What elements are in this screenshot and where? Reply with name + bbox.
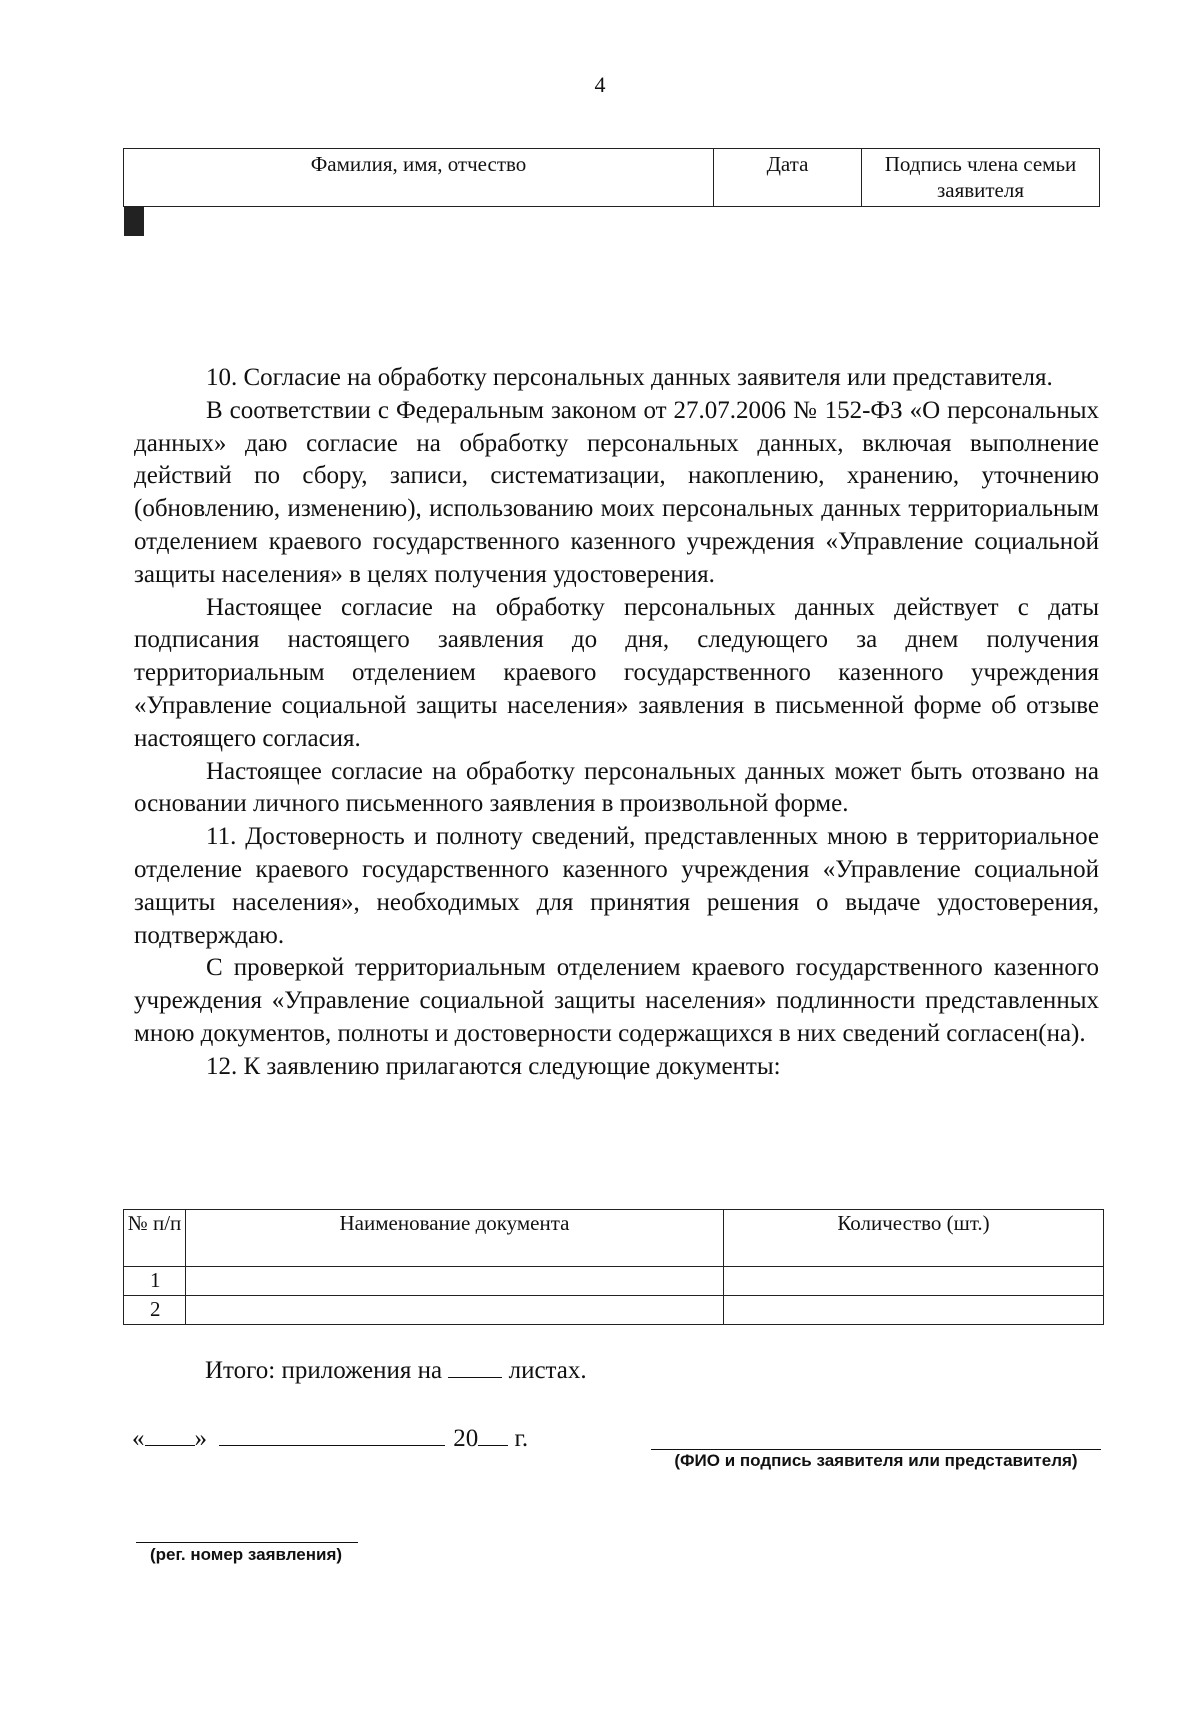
- row-number-cell: 1: [124, 1267, 186, 1296]
- year-suffix: г.: [514, 1425, 529, 1452]
- sheet-count-field[interactable]: [448, 1355, 502, 1378]
- year-field[interactable]: [478, 1423, 508, 1446]
- signature-caption: (ФИО и подпись заявителя или представителя): [674, 1451, 1078, 1470]
- day-field[interactable]: [145, 1423, 195, 1446]
- family-members-table: [123, 148, 1100, 236]
- document-name-cell[interactable]: [186, 1267, 724, 1296]
- page-number: 4: [594, 72, 606, 97]
- verification-consent-paragraph: С проверкой территориальным отделением краевого государственного казенного учреждения «Управление социальной защиты населения» подлинности представленных мною документов, полноты и достоверности содержащихся в них сведений согласен(на).: [134, 954, 1099, 1047]
- column-header-quantity: Количество (шт.): [724, 1210, 1104, 1267]
- quote-close: »: [194, 1425, 207, 1452]
- column-header-full-name: Фамилия, имя, отчество: [124, 149, 714, 207]
- signature-cell[interactable]: [142, 208, 143, 236]
- total-suffix: листах.: [508, 1357, 587, 1384]
- table-row: [124, 1267, 1104, 1296]
- month-field[interactable]: [219, 1423, 445, 1446]
- document-body: [134, 362, 1099, 1084]
- consent-validity-paragraph: Настоящее согласие на обработку персональных данных действует с даты подписания настоящего заявления до дня, следующего за днем получения территориальным отделением краевого государственного казенного учреждения «Управление социальной защиты населения» заявления в письменной форме об отзыве настоящего согласия.: [134, 593, 1099, 752]
- year-prefix: 20: [453, 1425, 479, 1452]
- signature-date: [132, 1423, 528, 1453]
- column-header-number: № п/п: [124, 1210, 186, 1267]
- consent-revocation-paragraph: Настоящее согласие на обработку персональных данных может быть отозвано на основании личного письменного заявления в произвольной форме.: [134, 757, 1099, 818]
- section-11-paragraph: 11. Достоверность и полноту сведений, представленных мною в территориальное отделение краевого государственного казенного учреждения «Управление социальной защиты населения», необходимых для принятия решения о выдаче удостоверения, подтверждаю.: [134, 823, 1099, 949]
- section-12-heading: 12. К заявлению прилагаются следующие документы:: [206, 1052, 781, 1080]
- row-number-cell: 2: [124, 1296, 186, 1325]
- signature-line[interactable]: [651, 1449, 1101, 1450]
- table-header-row: [124, 1210, 1104, 1267]
- table-row: [124, 1296, 1104, 1325]
- column-header-signature: Подпись члена семьи заявителя: [862, 149, 1100, 207]
- consent-paragraph: В соответствии с Федеральным законом от 27.07.2006 № 152-ФЗ «О персональных данных» даю согласие на обработку персональных данных, включая выполнение действий по сбору, записи, систематизации, накоплению, хранению, уточнению (обновлению, изменению), использованию моих персональных данных территориальным отделением краевого государственного казенного учреждения «Управление социальной защиты населения» в целях получения удостоверения.: [134, 396, 1099, 588]
- document-name-cell[interactable]: [186, 1296, 724, 1325]
- section-10-heading: 10. Согласие на обработку персональных данных заявителя или представителя.: [206, 364, 1053, 391]
- registration-caption: (рег. номер заявления): [150, 1545, 343, 1564]
- quantity-cell[interactable]: [724, 1296, 1104, 1325]
- attached-documents-table: [123, 1209, 1104, 1325]
- registration-number-line[interactable]: [136, 1542, 358, 1543]
- quote-open: «: [132, 1425, 145, 1452]
- quantity-cell[interactable]: [724, 1267, 1104, 1296]
- table-row: [140, 207, 144, 230]
- column-header-date: Дата: [714, 149, 862, 207]
- table-header-row: [124, 149, 1100, 207]
- column-header-document-name: Наименование документа: [186, 1210, 724, 1267]
- attachments-total: [205, 1355, 587, 1385]
- total-prefix: Итого: приложения на: [205, 1357, 443, 1384]
